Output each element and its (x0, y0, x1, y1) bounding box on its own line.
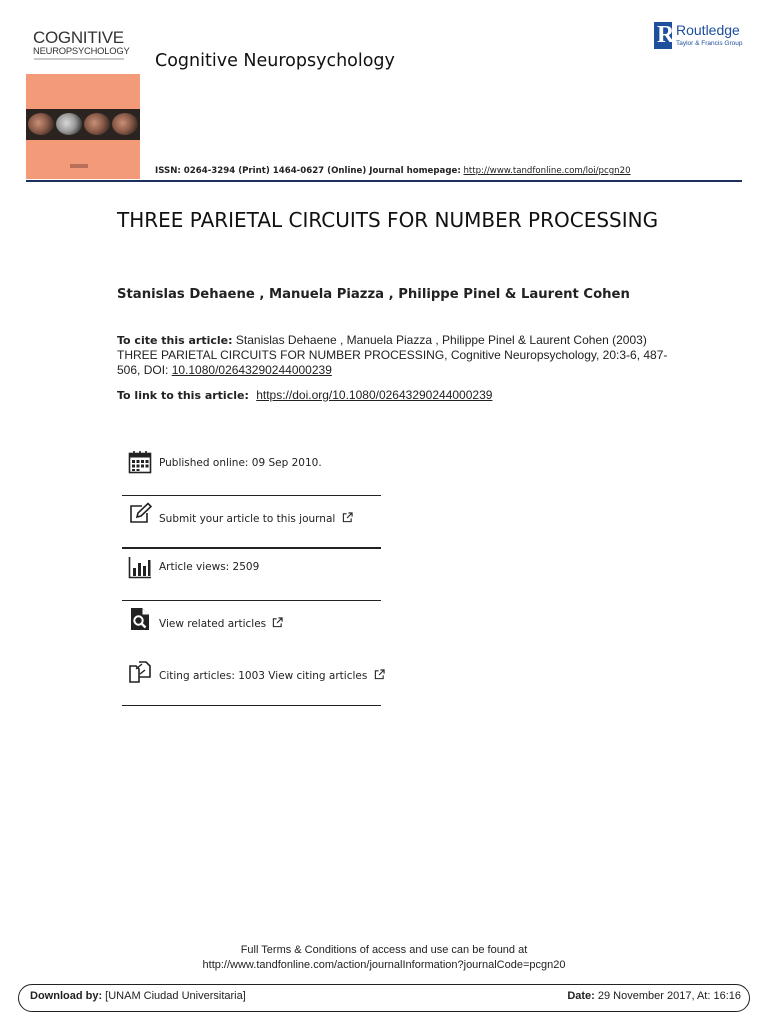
date-value: 29 November 2017, At: 16:16 (597, 990, 741, 1002)
calendar-icon (128, 450, 152, 474)
related-articles-label: View related articles (159, 618, 267, 630)
article-title: THREE PARIETAL CIRCUITS FOR NUMBER PROCESSING (117, 208, 659, 232)
publisher-name: Routledge (676, 22, 740, 38)
article-link-block (117, 388, 492, 402)
external-link-icon (374, 669, 385, 680)
download-label: Download by: (30, 990, 103, 1002)
cover-title-line1: COGNITIVE (33, 28, 124, 47)
external-link-icon (272, 617, 283, 628)
issn-line (155, 166, 631, 176)
related-articles-row[interactable] (122, 603, 381, 653)
cite-doi-link[interactable]: 10.1080/02643290244000239 (171, 363, 332, 377)
download-institution: [UNAM Ciudad Universitaria] (105, 990, 246, 1002)
citation-block (117, 333, 677, 378)
brain-image (28, 113, 54, 135)
citing-articles-row[interactable] (122, 655, 381, 705)
submit-article-row[interactable] (122, 498, 381, 548)
cover-fine-print (34, 58, 124, 60)
external-link-icon (342, 512, 353, 523)
terms-line: Full Terms & Conditions of access and use can be found at (240, 944, 528, 956)
bar-chart-icon (128, 555, 152, 579)
publisher-logo (652, 20, 748, 52)
info-divider (122, 495, 381, 496)
terms-notice (0, 943, 768, 973)
info-divider (122, 705, 381, 706)
terms-url-link[interactable]: http://www.tandfonline.com/action/journalInformation?journalCode=pcgn20 (202, 959, 566, 971)
cover-publisher-mark (70, 164, 88, 168)
cover-title-line2: NEUROPSYCHOLOGY (33, 45, 130, 56)
journal-cover-image (26, 26, 140, 179)
download-by (30, 990, 246, 1002)
journal-name: Cognitive Neuropsychology (155, 51, 395, 71)
article-views-text: Article views: 2509 (159, 561, 260, 573)
brain-image (112, 113, 138, 135)
journal-homepage-link[interactable]: http://www.tandfonline.com/loi/pcgn20 (463, 166, 631, 176)
submit-article-label: Submit your article to this journal (159, 513, 336, 525)
info-divider (122, 600, 381, 601)
published-online-text: Published online: 09 Sep 2010. (159, 457, 322, 469)
date-label: Date: (567, 990, 595, 1002)
submit-article-link[interactable] (159, 512, 353, 525)
issn-label: ISSN: 0264-3294 (Print) 1464-0627 (Online) Journal homepage: (155, 166, 461, 176)
article-authors: Stanislas Dehaene , Manuela Piazza , Philippe Pinel & Laurent Cohen (117, 287, 630, 302)
citing-articles-label: Citing articles: 1003 View citing articles (159, 670, 368, 682)
publisher-group: Taylor & Francis Group (676, 40, 743, 47)
header-divider (26, 180, 742, 182)
article-doi-link[interactable]: https://doi.org/10.1080/02643290244000239 (256, 388, 493, 402)
document-search-icon (128, 607, 152, 631)
brain-image (84, 113, 110, 135)
cite-label: To cite this article: (117, 334, 233, 347)
download-info-bar (18, 984, 750, 1012)
brain-image (56, 113, 82, 135)
download-date (567, 990, 741, 1002)
citing-articles-link[interactable] (159, 669, 385, 682)
info-divider (122, 547, 381, 549)
citing-documents-icon (128, 660, 152, 684)
edit-icon (128, 502, 152, 526)
routledge-logo-icon: R (654, 22, 672, 49)
published-online-row (122, 445, 381, 495)
link-label: To link to this article: (117, 389, 249, 402)
article-views-row (122, 550, 381, 600)
cite-text: Stanislas Dehaene , Manuela Piazza , Philippe Pinel & Laurent Cohen (2003) THREE PARIETAL CIRCUITS FOR NUMBER PROCESSING, Cognitive Neuropsychology, 20:3-6, 487-506, DOI: (117, 333, 668, 377)
related-articles-link[interactable] (159, 617, 283, 630)
